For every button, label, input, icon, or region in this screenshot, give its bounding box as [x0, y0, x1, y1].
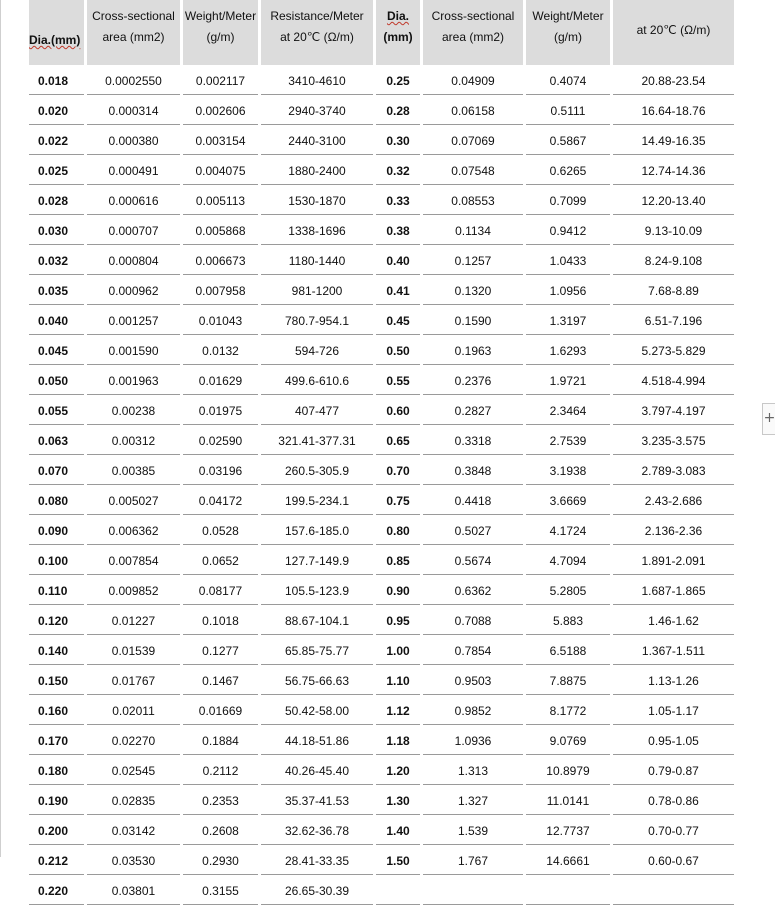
cell-area-b: 0.1590: [423, 307, 523, 335]
cell-area-b: 0.07069: [423, 127, 523, 155]
cell-diameter: 0.190: [29, 787, 84, 815]
cell-diameter: 0.040: [29, 307, 84, 335]
cell-resistance-b: 2.136-2.36: [613, 517, 734, 545]
table-body: [29, 67, 734, 905]
cell-area-b: 0.1320: [423, 277, 523, 305]
cell-area-b: 0.2376: [423, 367, 523, 395]
cell-weight: 0.01043: [183, 307, 258, 335]
cell-area-b: 0.7088: [423, 607, 523, 635]
cell-area-b: 0.9503: [423, 667, 523, 695]
table-row: [29, 607, 734, 635]
cell-weight-b: 7.8875: [526, 667, 610, 695]
cell-area: 0.001963: [87, 367, 180, 395]
cell-weight-b: 5.2805: [526, 577, 610, 605]
cell-resistance: 40.26-45.40: [261, 757, 373, 785]
cell-resistance: 981-1200: [261, 277, 373, 305]
cell-area: 0.000962: [87, 277, 180, 305]
cell-area-b: 0.5027: [423, 517, 523, 545]
table-row: [29, 757, 734, 785]
cell-resistance: 28.41-33.35: [261, 847, 373, 875]
cell-weight: 0.04172: [183, 487, 258, 515]
cell-weight-b: 0.5867: [526, 127, 610, 155]
cell-resistance: 780.7-954.1: [261, 307, 373, 335]
cell-resistance-b: 16.64-18.76: [613, 97, 734, 125]
cell-resistance: 127.7-149.9: [261, 547, 373, 575]
cell-weight-b: 3.1938: [526, 457, 610, 485]
table-row: [29, 97, 734, 125]
cell-weight-b: 1.0956: [526, 277, 610, 305]
cell-diameter-b: 1.12: [376, 697, 420, 725]
cell-diameter-b: 0.60: [376, 397, 420, 425]
cell-resistance-b: 4.518-4.994: [613, 367, 734, 395]
cell-resistance-b: 3.235-3.575: [613, 427, 734, 455]
cell-area: 0.000804: [87, 247, 180, 275]
cell-resistance-b: 14.49-16.35: [613, 127, 734, 155]
cell-area: 0.000616: [87, 187, 180, 215]
cell-resistance-b: 2.789-3.083: [613, 457, 734, 485]
cell-area: 0.009852: [87, 577, 180, 605]
header-resistance: Resistance/Meter at 20℃ (Ω/m): [261, 0, 373, 65]
cell-diameter: 0.028: [29, 187, 84, 215]
cell-diameter-b: 0.25: [376, 67, 420, 95]
header-weight-b: Weight/Meter (g/m): [526, 0, 610, 65]
cell-weight: 0.005113: [183, 187, 258, 215]
cell-diameter: 0.025: [29, 157, 84, 185]
cell-diameter-b: 0.90: [376, 577, 420, 605]
cell-weight: 0.006673: [183, 247, 258, 275]
cell-diameter-b: 1.18: [376, 727, 420, 755]
cell-resistance: 157.6-185.0: [261, 517, 373, 545]
cell-weight: 0.2112: [183, 757, 258, 785]
cell-weight-b: 2.7539: [526, 427, 610, 455]
cell-diameter: 0.035: [29, 277, 84, 305]
cell-diameter-b: 1.20: [376, 757, 420, 785]
cell-area: 0.02545: [87, 757, 180, 785]
cell-weight: 0.01669: [183, 697, 258, 725]
table-row: [29, 337, 734, 365]
cell-resistance: 1880-2400: [261, 157, 373, 185]
cell-resistance-b: 1.367-1.511: [613, 637, 734, 665]
table-row: [29, 157, 734, 185]
cell-resistance-b: 1.05-1.17: [613, 697, 734, 725]
cell-diameter-b: 1.40: [376, 817, 420, 845]
cell-weight-b: 2.3464: [526, 397, 610, 425]
cell-diameter: 0.160: [29, 697, 84, 725]
cell-diameter-b: 0.40: [376, 247, 420, 275]
cell-weight: 0.1018: [183, 607, 258, 635]
cell-weight-b: 1.0433: [526, 247, 610, 275]
table-row: [29, 427, 734, 455]
cell-area: 0.0002550: [87, 67, 180, 95]
cell-resistance: 88.67-104.1: [261, 607, 373, 635]
cell-resistance: 2440-3100: [261, 127, 373, 155]
cell-resistance: 407-477: [261, 397, 373, 425]
header-diameter: [29, 0, 84, 65]
cell-resistance: 199.5-234.1: [261, 487, 373, 515]
cell-diameter: 0.110: [29, 577, 84, 605]
cell-diameter: 0.120: [29, 607, 84, 635]
cell-weight-b: 12.7737: [526, 817, 610, 845]
cell-resistance-b: 0.79-0.87: [613, 757, 734, 785]
cell-weight: 0.08177: [183, 577, 258, 605]
cell-area-b: 1.313: [423, 757, 523, 785]
cell-diameter: 0.140: [29, 637, 84, 665]
cell-diameter-b: 0.80: [376, 517, 420, 545]
cell-area: 0.03530: [87, 847, 180, 875]
cell-weight-b: 1.9721: [526, 367, 610, 395]
cell-diameter-b: 0.50: [376, 337, 420, 365]
cell-weight-b: 1.6293: [526, 337, 610, 365]
table-row: [29, 67, 734, 95]
table-row: [29, 307, 734, 335]
cell-resistance: 105.5-123.9: [261, 577, 373, 605]
cell-diameter-b: 0.30: [376, 127, 420, 155]
cell-weight-b: 3.6669: [526, 487, 610, 515]
cell-resistance-b: 1.891-2.091: [613, 547, 734, 575]
cell-area: 0.000491: [87, 157, 180, 185]
cell-weight: 0.0132: [183, 337, 258, 365]
cell-area-b: 0.3318: [423, 427, 523, 455]
cell-weight: 0.03196: [183, 457, 258, 485]
cell-area-b: 0.2827: [423, 397, 523, 425]
cell-diameter-b: 0.95: [376, 607, 420, 635]
cell-area-b: 1.539: [423, 817, 523, 845]
cell-resistance: 1180-1440: [261, 247, 373, 275]
cell-area-b: 0.08553: [423, 187, 523, 215]
table-row: [29, 847, 734, 875]
header-diameter-b: Dia. (mm): [376, 0, 420, 65]
cell-area: 0.006362: [87, 517, 180, 545]
cell-weight: 0.3155: [183, 877, 258, 905]
cell-area: 0.02835: [87, 787, 180, 815]
cell-resistance-b: 0.70-0.77: [613, 817, 734, 845]
cell-area: 0.007854: [87, 547, 180, 575]
cell-diameter-b: [376, 877, 420, 905]
cell-weight-b: 4.7094: [526, 547, 610, 575]
cell-diameter-b: 1.00: [376, 637, 420, 665]
cell-resistance-b: 0.60-0.67: [613, 847, 734, 875]
wire-spec-table: [26, 0, 737, 907]
cell-weight-b: 10.8979: [526, 757, 610, 785]
cell-area-b: 0.4418: [423, 487, 523, 515]
cell-weight-b: 0.6265: [526, 157, 610, 185]
cell-resistance: 594-726: [261, 337, 373, 365]
cell-weight-b: 0.7099: [526, 187, 610, 215]
cell-resistance: 1530-1870: [261, 187, 373, 215]
cell-weight-b: 5.883: [526, 607, 610, 635]
cell-resistance: 35.37-41.53: [261, 787, 373, 815]
cell-weight: 0.01629: [183, 367, 258, 395]
table-row: [29, 217, 734, 245]
cell-diameter-b: 0.38: [376, 217, 420, 245]
cell-area: 0.01767: [87, 667, 180, 695]
table-row: [29, 637, 734, 665]
cell-resistance-b: 7.68-8.89: [613, 277, 734, 305]
table-header-row: [29, 0, 734, 65]
cell-weight-b: 14.6661: [526, 847, 610, 875]
cell-diameter: 0.150: [29, 667, 84, 695]
cell-diameter-b: 0.28: [376, 97, 420, 125]
cell-resistance: 56.75-66.63: [261, 667, 373, 695]
cell-resistance-b: 3.797-4.197: [613, 397, 734, 425]
cell-resistance-b: 12.74-14.36: [613, 157, 734, 185]
cell-area: 0.01539: [87, 637, 180, 665]
table-row: [29, 187, 734, 215]
cell-diameter: 0.032: [29, 247, 84, 275]
cell-weight-b: 11.0141: [526, 787, 610, 815]
cell-resistance-b: 0.78-0.86: [613, 787, 734, 815]
cell-resistance-b: 1.687-1.865: [613, 577, 734, 605]
cell-weight: 0.002606: [183, 97, 258, 125]
expand-panel-icon[interactable]: +: [762, 403, 775, 435]
cell-weight-b: 4.1724: [526, 517, 610, 545]
cell-diameter: 0.030: [29, 217, 84, 245]
cell-weight: 0.004075: [183, 157, 258, 185]
table-row: [29, 127, 734, 155]
cell-resistance-b: 1.46-1.62: [613, 607, 734, 635]
cell-weight: 0.005868: [183, 217, 258, 245]
cell-diameter: 0.100: [29, 547, 84, 575]
cell-resistance-b: [613, 877, 734, 905]
cell-diameter-b: 0.85: [376, 547, 420, 575]
cell-diameter: 0.200: [29, 817, 84, 845]
cell-weight-b: 0.4074: [526, 67, 610, 95]
cell-resistance: 321.41-377.31: [261, 427, 373, 455]
header-weight: Weight/Meter (g/m): [183, 0, 258, 65]
table-row: [29, 397, 734, 425]
cell-area-b: 1.767: [423, 847, 523, 875]
table-row: [29, 577, 734, 605]
cell-diameter-b: 0.70: [376, 457, 420, 485]
cell-area: 0.00385: [87, 457, 180, 485]
cell-area-b: 0.5674: [423, 547, 523, 575]
cell-weight: 0.2353: [183, 787, 258, 815]
cell-weight: 0.02590: [183, 427, 258, 455]
cell-diameter: 0.170: [29, 727, 84, 755]
cell-area: 0.000314: [87, 97, 180, 125]
cell-diameter: 0.063: [29, 427, 84, 455]
cell-area: 0.000380: [87, 127, 180, 155]
cell-resistance: 65.85-75.77: [261, 637, 373, 665]
header-resistance-b: at 20℃ (Ω/m): [613, 0, 734, 65]
cell-diameter-b: 0.75: [376, 487, 420, 515]
cell-area: 0.001590: [87, 337, 180, 365]
cell-weight: 0.0528: [183, 517, 258, 545]
table-row: [29, 487, 734, 515]
header-diameter-label: Dia.(mm): [29, 33, 81, 47]
cell-resistance-b: 20.88-23.54: [613, 67, 734, 95]
cell-weight-b: 1.3197: [526, 307, 610, 335]
cell-resistance: 32.62-36.78: [261, 817, 373, 845]
cell-area: 0.00238: [87, 397, 180, 425]
table-row: [29, 247, 734, 275]
table-row: [29, 367, 734, 395]
cell-weight: 0.0652: [183, 547, 258, 575]
cell-diameter: 0.022: [29, 127, 84, 155]
cell-area: 0.03142: [87, 817, 180, 845]
cell-diameter: 0.018: [29, 67, 84, 95]
cell-area: 0.02011: [87, 697, 180, 725]
table-row: [29, 277, 734, 305]
cell-area-b: 0.7854: [423, 637, 523, 665]
table-row: [29, 727, 734, 755]
cell-diameter-b: 1.50: [376, 847, 420, 875]
cell-diameter-b: 0.33: [376, 187, 420, 215]
cell-resistance: 50.42-58.00: [261, 697, 373, 725]
cell-diameter: 0.045: [29, 337, 84, 365]
cell-weight-b: 0.9412: [526, 217, 610, 245]
cell-diameter: 0.212: [29, 847, 84, 875]
table-row: [29, 787, 734, 815]
cell-area-b: 0.06158: [423, 97, 523, 125]
cell-diameter: 0.080: [29, 487, 84, 515]
cell-area-b: 0.3848: [423, 457, 523, 485]
cell-diameter-b: 1.30: [376, 787, 420, 815]
cell-area-b: 0.9852: [423, 697, 523, 725]
cell-weight: 0.1277: [183, 637, 258, 665]
cell-resistance: 2940-3740: [261, 97, 373, 125]
cell-weight-b: 0.5111: [526, 97, 610, 125]
cell-resistance-b: 9.13-10.09: [613, 217, 734, 245]
table-row: [29, 697, 734, 725]
cell-weight: 0.003154: [183, 127, 258, 155]
cell-area-b: 0.07548: [423, 157, 523, 185]
cell-resistance: 44.18-51.86: [261, 727, 373, 755]
left-frame-border: [0, 0, 1, 857]
cell-diameter-b: 0.65: [376, 427, 420, 455]
cell-resistance-b: 5.273-5.829: [613, 337, 734, 365]
cell-area-b: 1.0936: [423, 727, 523, 755]
header-area: Cross-sectional area (mm2): [87, 0, 180, 65]
cell-weight-b: 6.5188: [526, 637, 610, 665]
cell-resistance: 3410-4610: [261, 67, 373, 95]
cell-weight: 0.1884: [183, 727, 258, 755]
cell-weight: 0.2930: [183, 847, 258, 875]
cell-diameter-b: 0.55: [376, 367, 420, 395]
header-area-b: Cross-sectional area (mm2): [423, 0, 523, 65]
cell-area: 0.03801: [87, 877, 180, 905]
table-row: [29, 517, 734, 545]
cell-diameter-b: 0.41: [376, 277, 420, 305]
cell-weight: 0.002117: [183, 67, 258, 95]
cell-area-b: 0.1963: [423, 337, 523, 365]
cell-weight: 0.2608: [183, 817, 258, 845]
cell-resistance: 1338-1696: [261, 217, 373, 245]
cell-area-b: 0.6362: [423, 577, 523, 605]
cell-resistance-b: 8.24-9.108: [613, 247, 734, 275]
cell-area: 0.000707: [87, 217, 180, 245]
cell-weight: 0.01975: [183, 397, 258, 425]
cell-area-b: 0.04909: [423, 67, 523, 95]
table-row: [29, 667, 734, 695]
cell-resistance: 499.6-610.6: [261, 367, 373, 395]
cell-diameter-b: 0.45: [376, 307, 420, 335]
cell-area: 0.00312: [87, 427, 180, 455]
cell-area: 0.001257: [87, 307, 180, 335]
cell-area: 0.01227: [87, 607, 180, 635]
cell-diameter: 0.090: [29, 517, 84, 545]
cell-resistance: 260.5-305.9: [261, 457, 373, 485]
cell-resistance-b: 0.95-1.05: [613, 727, 734, 755]
cell-weight: 0.1467: [183, 667, 258, 695]
cell-diameter: 0.070: [29, 457, 84, 485]
cell-area: 0.02270: [87, 727, 180, 755]
cell-resistance-b: 2.43-2.686: [613, 487, 734, 515]
cell-diameter-b: 1.10: [376, 667, 420, 695]
cell-diameter: 0.050: [29, 367, 84, 395]
cell-area-b: [423, 877, 523, 905]
cell-area: 0.005027: [87, 487, 180, 515]
table-row: [29, 457, 734, 485]
cell-diameter: 0.020: [29, 97, 84, 125]
cell-resistance-b: 6.51-7.196: [613, 307, 734, 335]
cell-diameter: 0.055: [29, 397, 84, 425]
cell-weight-b: [526, 877, 610, 905]
cell-area-b: 0.1257: [423, 247, 523, 275]
cell-weight: 0.007958: [183, 277, 258, 305]
cell-resistance-b: 12.20-13.40: [613, 187, 734, 215]
table-row: [29, 817, 734, 845]
cell-diameter: 0.220: [29, 877, 84, 905]
table-row: [29, 547, 734, 575]
cell-diameter-b: 0.32: [376, 157, 420, 185]
cell-weight-b: 8.1772: [526, 697, 610, 725]
cell-area-b: 0.1134: [423, 217, 523, 245]
cell-resistance-b: 1.13-1.26: [613, 667, 734, 695]
cell-resistance: 26.65-30.39: [261, 877, 373, 905]
table-row: [29, 877, 734, 905]
cell-area-b: 1.327: [423, 787, 523, 815]
cell-diameter: 0.180: [29, 757, 84, 785]
cell-weight-b: 9.0769: [526, 727, 610, 755]
